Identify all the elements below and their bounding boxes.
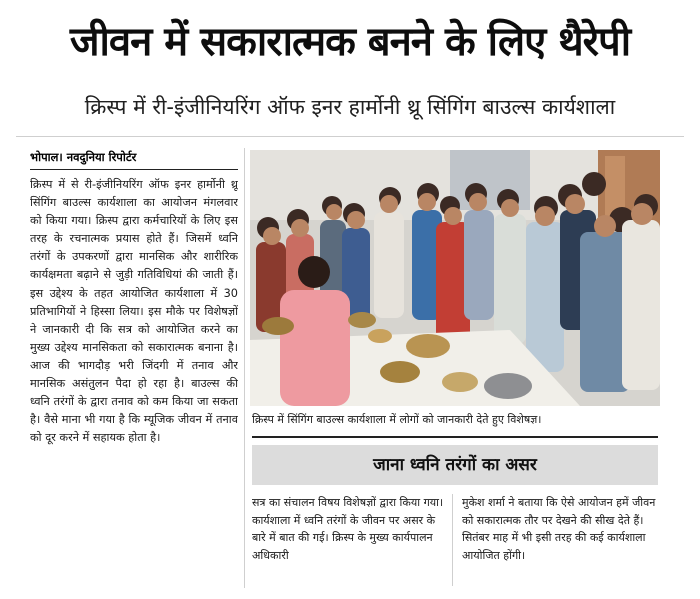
workshop-photo-illustration (250, 150, 660, 406)
section-subhead: जाना ध्वनि तरंगों का असर (373, 455, 537, 475)
subheadline: क्रिस्प में री-इंजीनियरिंग ऑफ इनर हार्मोनी थ्रू सिंगिंग बाउल्स कार्यशाला (84, 95, 616, 119)
headline: जीवन में सकारात्मक बनने के लिए थैरेपी (69, 19, 631, 65)
top-rule (16, 136, 684, 137)
article-body-bottom-1: सत्र का संचालन विषय विशेषज्ञों द्वारा किया गया। कार्यशाला में ध्वनि तरंगों के जीवन पर असर के बारे में बात की गई। क्रिस्प के मुख्य कार्यपालन अधिकारी (252, 496, 444, 562)
article-body-left: क्रिस्प में से री-इंजीनियरिंग ऑफ इनर हार्मोनी थ्रू सिंगिंग बाउल्स कार्यशाला का आयोजन मंगलवार को किया गया। क्रिस्प द्वारा कर्मचारियों के लिए इस तरह के रचनात्मक प्रयास होते हैं। जिसमें ध्वनि तरंगों के उपकरणों द्वारा मानसिक और शारीरिक कार्यक्षमता बढ़ाने से जुड़ी गतिविधियां की जाती हैं। इस उद्देश्य के तहत आयोजित कार्यशाला में 30 प्रतिभागियों ने हिस्सा लिया। इस मौके पर विशेषज्ञों ने जानकारी दी कि सत्र को आयोजित करने का मुख्य उद्देश्य मानसिकता को सकारात्मक बनाना है। आज की भागदौड़ भरी जिंदगी में तनाव और मानसिक असंतुलन पैदा हो रहा है। बाउल्स की ध्वनि तरंगों के द्वारा तनाव को कम किया जा सकता है। वैसे माना भी गया है कि म्यूजिक जीवन में तनाव को दूर करने में सहायक होता है। (30, 178, 238, 445)
column-divider (244, 148, 245, 588)
bottom-column-1 (252, 494, 444, 590)
bottom-column-2 (462, 494, 658, 590)
bottom-column-divider (452, 494, 453, 586)
photo-caption: क्रिस्प में सिंगिंग बाउल्स कार्यशाला में लोगों को जानकारी देते हुए विशेषज्ञ। (252, 413, 542, 426)
article-body-bottom-2: मुकेश शर्मा ने बताया कि ऐसे आयोजन हमें जीवन को सकारात्मक तौर पर देखने की सीख देते हैं। सितंबर माह में भी इसी तरह की कई कार्यशाला आयोजित होंगी। (462, 496, 656, 562)
section-subhead-box (252, 445, 658, 485)
news-photo (250, 150, 660, 406)
caption-rule (252, 436, 658, 438)
dateline: भोपाल। नवदुनिया रिपोर्टर (30, 148, 238, 170)
left-article-column (30, 148, 238, 588)
